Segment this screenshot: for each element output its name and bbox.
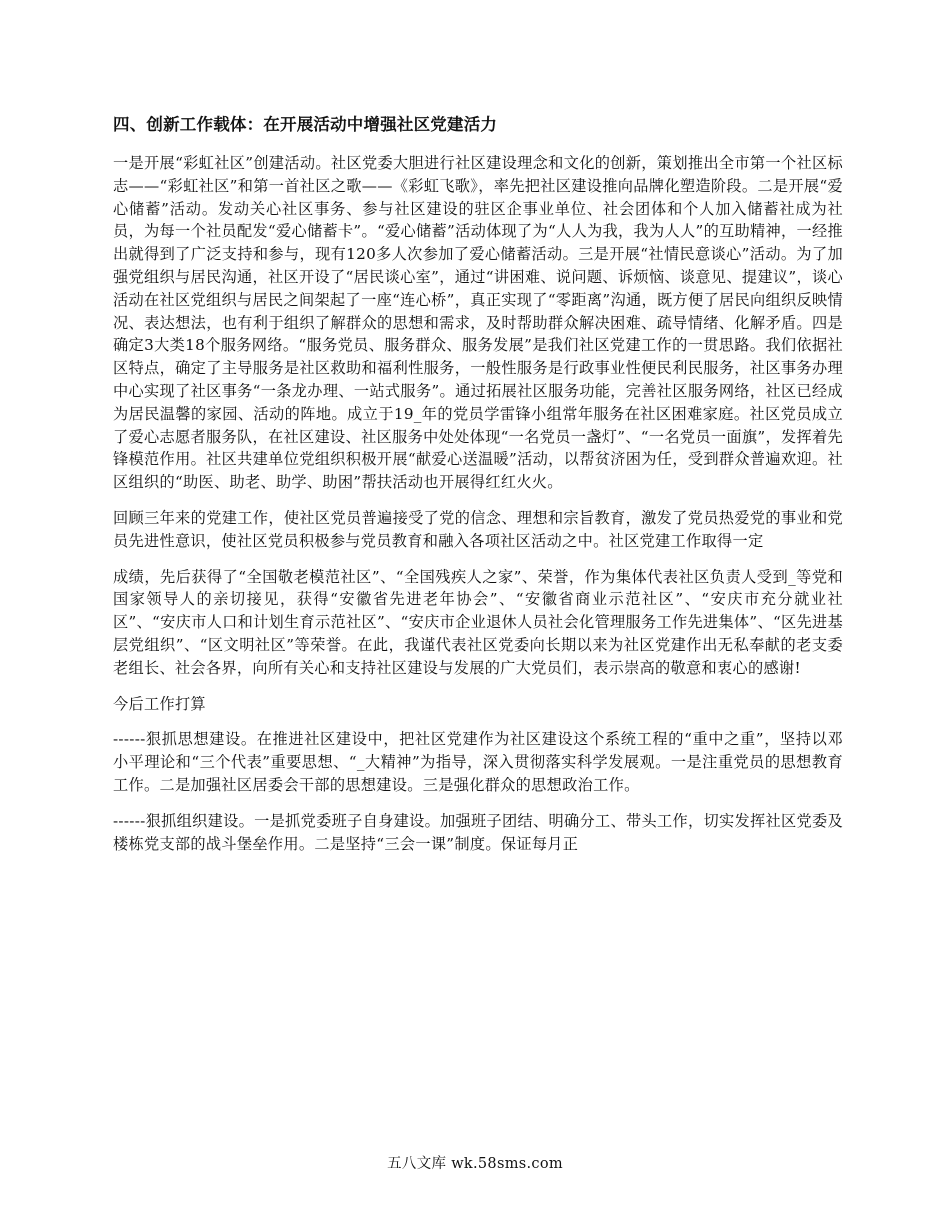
paragraph-future-plan-title: 今后工作打算 [113,694,206,713]
paragraph-organizational-building: ------狠抓组织建设。一是抓党委班子自身建设。加强班子团结、明确分工、带头工作，切实发挥社区党委及楼栋党支部的战斗堡垒作用。二是坚持“三会一课”制度。保证每月正 [113,811,843,853]
section-heading: 四、创新工作载体：在开展活动中增强社区党建活力 [113,115,498,134]
document-body [113,112,843,868]
paragraph-activities: 一是开展“彩虹社区”创建活动。社区党委大胆进行社区建设理念和文化的创新，策划推出全市第一个社区标志——“彩虹社区”和第一首社区之歌——《彩虹飞歌》，率先把社区建设推向品牌化塑造阶段。二是开展“爱心储蓄”活动。发动关心社区事务、参与社区建设的驻区企事业单位、社会团体和个人加入储蓄社成为社员，为每一个社员配发“爱心储蓄卡”。“爱心储蓄”活动体现了为“人人为我，我为人人”的互助精神，一经推出就得到了广泛支持和参与，现有120多人次参加了爱心储蓄活动。三是开展“社情民意谈心”活动。为了加强党组织与居民沟通，社区开设了“居民谈心室”，通过“讲困难、说问题、诉烦恼、谈意见、提建议”，谈心活动在社区党组织与居民之间架起了一座“连心桥”，真正实现了“零距离”沟通，既方便了居民向组织反映情况、表达想法，也有利于组织了解群众的思想和需求，及时帮助群众解决困难、疏导情绪、化解矛盾。四是确定3大类18个服务网络。“服务党员、服务群众、服务发展”是我们社区党建工作的一贯思路。我们依据社区特点，确定了主导服务是社区救助和福利性服务，一般性服务是行政事业性便民利民服务，社区事务办理中心实现了社区事务“一条龙办理、一站式服务”。通过拓展社区服务功能，完善社区服务网络，社区已经成为居民温馨的家园、活动的阵地。成立于19_年的党员学雷锋小组常年服务在社区困难家庭。社区党员成立了爱心志愿者服务队，在社区建设、社区服务中处处体现“一名党员一盏灯”、“一名党员一面旗”，发挥着先锋模范作用。社区共建单位党组织积极开展“献爱心送温暖”活动，以帮贫济困为任，受到群众普遍欢迎。社区组织的“助医、助老、助学、助困”帮扶活动也开展得红红火火。 [113,154,843,492]
paragraph-ideological-building: ------狠抓思想建设。在推进社区建设中，把社区党建作为社区建设这个系统工程的“重中之重”，坚持以邓小平理论和“三个代表”重要思想、“_大精神”为指导，深入贯彻落实科学发展观。一是注重党员的思想教育工作。二是加强社区居委会干部的思想建设。三是强化群众的思想政治工作。 [113,730,843,794]
page-footer-watermark: 五八文库 wk.58sms.com [387,1156,563,1172]
paragraph-review: 回顾三年来的党建工作，使社区党员普遍接受了党的信念、理想和宗旨教育，激发了党员热爱党的事业和党员先进性意识，使社区党员积极参与党员教育和融入各项社区活动之中。社区党建工作取得一定 [113,508,843,550]
paragraph-achievements: 成绩，先后获得了“全国敬老模范社区”、“全国残疾人之家”、荣誉，作为集体代表社区负责人受到_等党和国家领导人的亲切接见，获得“安徽省先进老年协会”、“安徽省商业示范社区”、“安庆市充分就业社区”、“安庆市人口和计划生育示范社区”、“安庆市企业退休人员社会化管理服务工作先进集体”、“区先进基层党组织”、“区文明社区”等荣誉。在此，我谨代表社区党委向长期以来为社区党建作出无私奉献的老支委老组长、社会各界，向所有关心和支持社区建设与发展的广大党员们，表示崇高的敬意和衷心的感谢! [113,567,843,677]
